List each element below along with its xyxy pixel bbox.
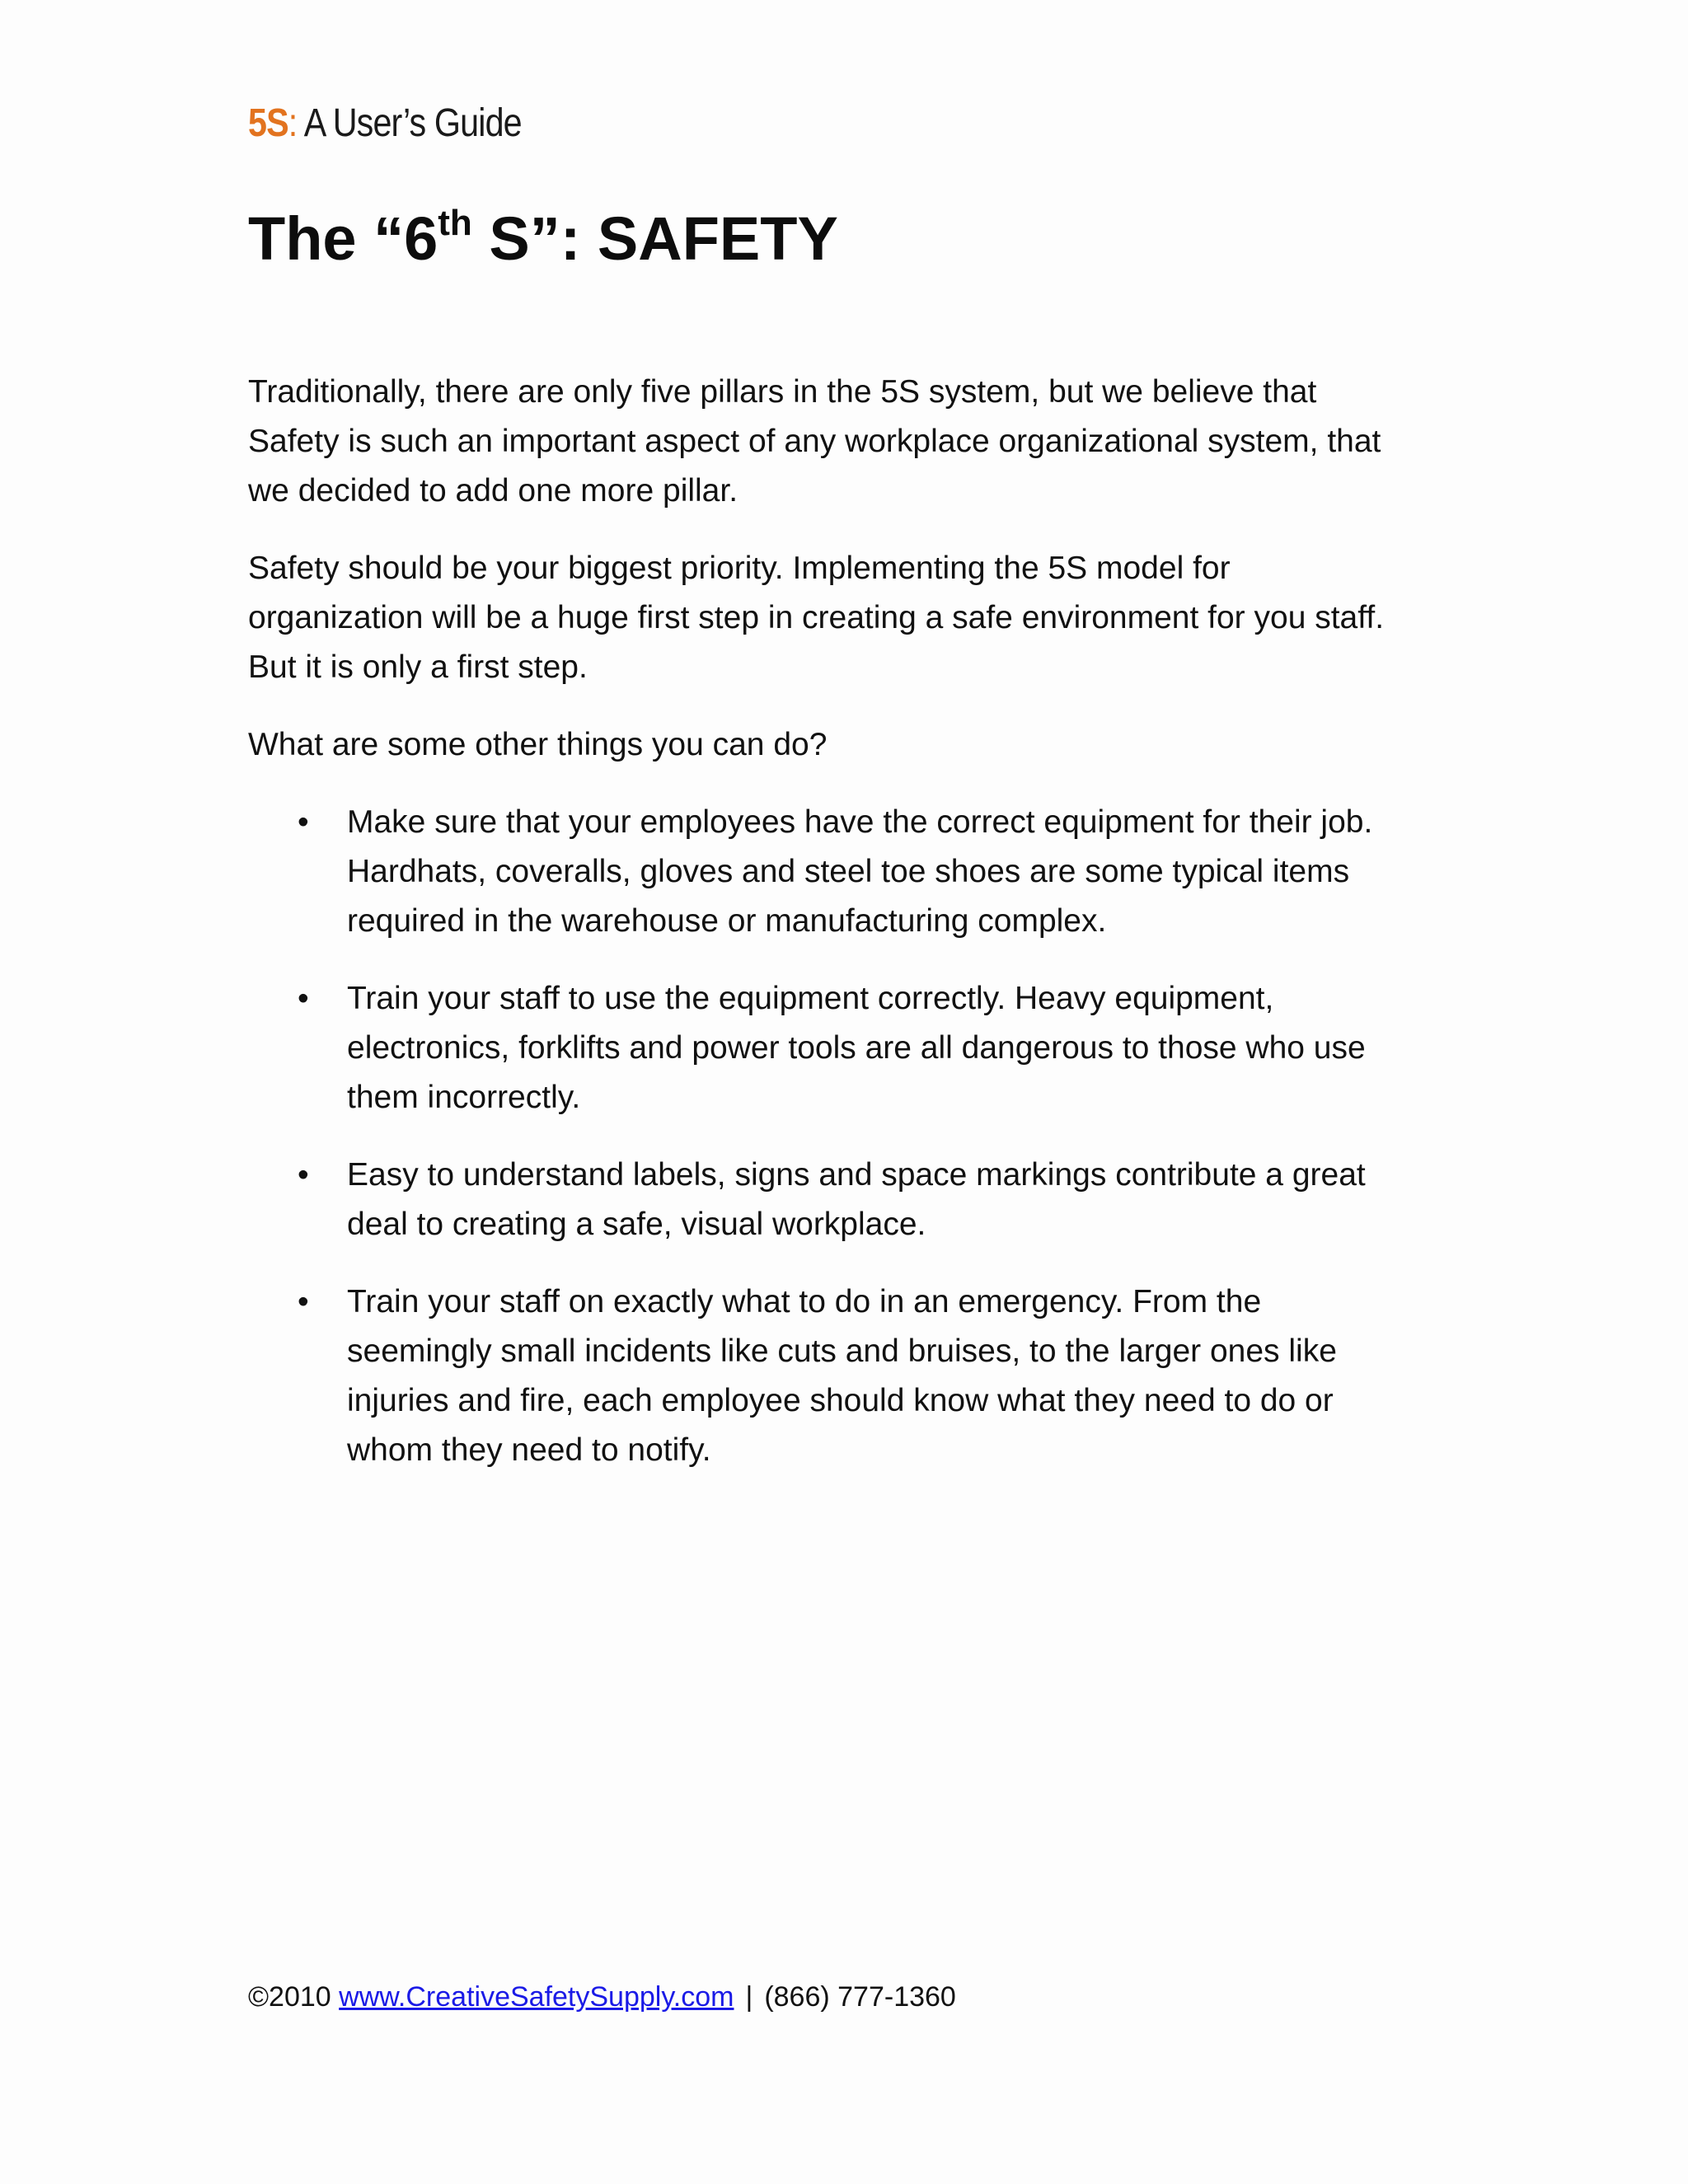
list-item-line: Make sure that your employees have the correct equipment for their job. (347, 804, 1373, 840)
header-brand: 5S (248, 101, 288, 145)
paragraph-line: Safety should be your biggest priority. Implementing the 5S model for (248, 551, 1231, 586)
bullet-marker: • (298, 981, 309, 1016)
list-item-line: deal to creating a safe, visual workplace. (347, 1207, 926, 1242)
paragraph-line: organization will be a huge first step in creating a safe environment for you staff. (248, 600, 1385, 635)
list-item-line: seemingly small incidents like cuts and bruises, to the larger ones like (347, 1333, 1337, 1369)
footer-copyright: ©2010 (248, 1981, 340, 2013)
bullet-marker: • (298, 1157, 309, 1193)
list-item-line: Train your staff to use the equipment correctly. Heavy equipment, (347, 981, 1274, 1016)
paragraph-line: Traditionally, there are only five pillars in the 5S system, but we believe that (248, 374, 1317, 410)
list-item (248, 974, 1451, 1122)
footer-divider: | (745, 1981, 753, 2013)
title-prefix: The “6 (248, 204, 438, 273)
footer-phone: (866) 777-1360 (764, 1981, 956, 2013)
priority-paragraph (248, 544, 1451, 692)
paragraph-line: Safety is such an important aspect of any workplace organizational system, that (248, 424, 1381, 459)
list-item (248, 1277, 1451, 1475)
list-item-line: them incorrectly. (347, 1080, 581, 1115)
safety-tips-list (248, 798, 1451, 1475)
header-separator: : (288, 101, 298, 145)
paragraph-line: But it is only a first step. (248, 649, 588, 685)
bullet-marker: • (298, 804, 309, 840)
title-superscript: th (438, 203, 472, 244)
list-item-line: required in the warehouse or manufacturing complex. (347, 903, 1107, 939)
header-subtitle: A User’s Guide (297, 101, 522, 145)
paragraph-line: What are some other things you can do? (248, 727, 828, 762)
list-item-line: whom they need to notify. (347, 1432, 711, 1468)
intro-paragraph (248, 368, 1451, 516)
list-item-line: Hardhats, coveralls, gloves and steel toe shoes are some typical items (347, 854, 1350, 889)
question-paragraph (248, 720, 1451, 770)
bullet-marker: • (298, 1284, 309, 1319)
page-footer (248, 1976, 956, 2018)
list-item-line: injuries and fire, each employee should know what they need to do or (347, 1383, 1334, 1418)
website-link[interactable]: www.CreativeSafetySupply.com (339, 1981, 734, 2013)
list-item-line: Easy to understand labels, signs and space markings contribute a great (347, 1157, 1366, 1193)
running-header (248, 97, 522, 150)
page-title (248, 198, 838, 280)
list-item-line: Train your staff on exactly what to do in an emergency. From the (347, 1284, 1262, 1319)
list-item (248, 1151, 1451, 1249)
paragraph-line: we decided to add one more pillar. (248, 473, 738, 509)
list-item-line: electronics, forklifts and power tools are all dangerous to those who use (347, 1030, 1366, 1066)
title-suffix: S”: SAFETY (471, 204, 838, 273)
list-item (248, 798, 1451, 946)
